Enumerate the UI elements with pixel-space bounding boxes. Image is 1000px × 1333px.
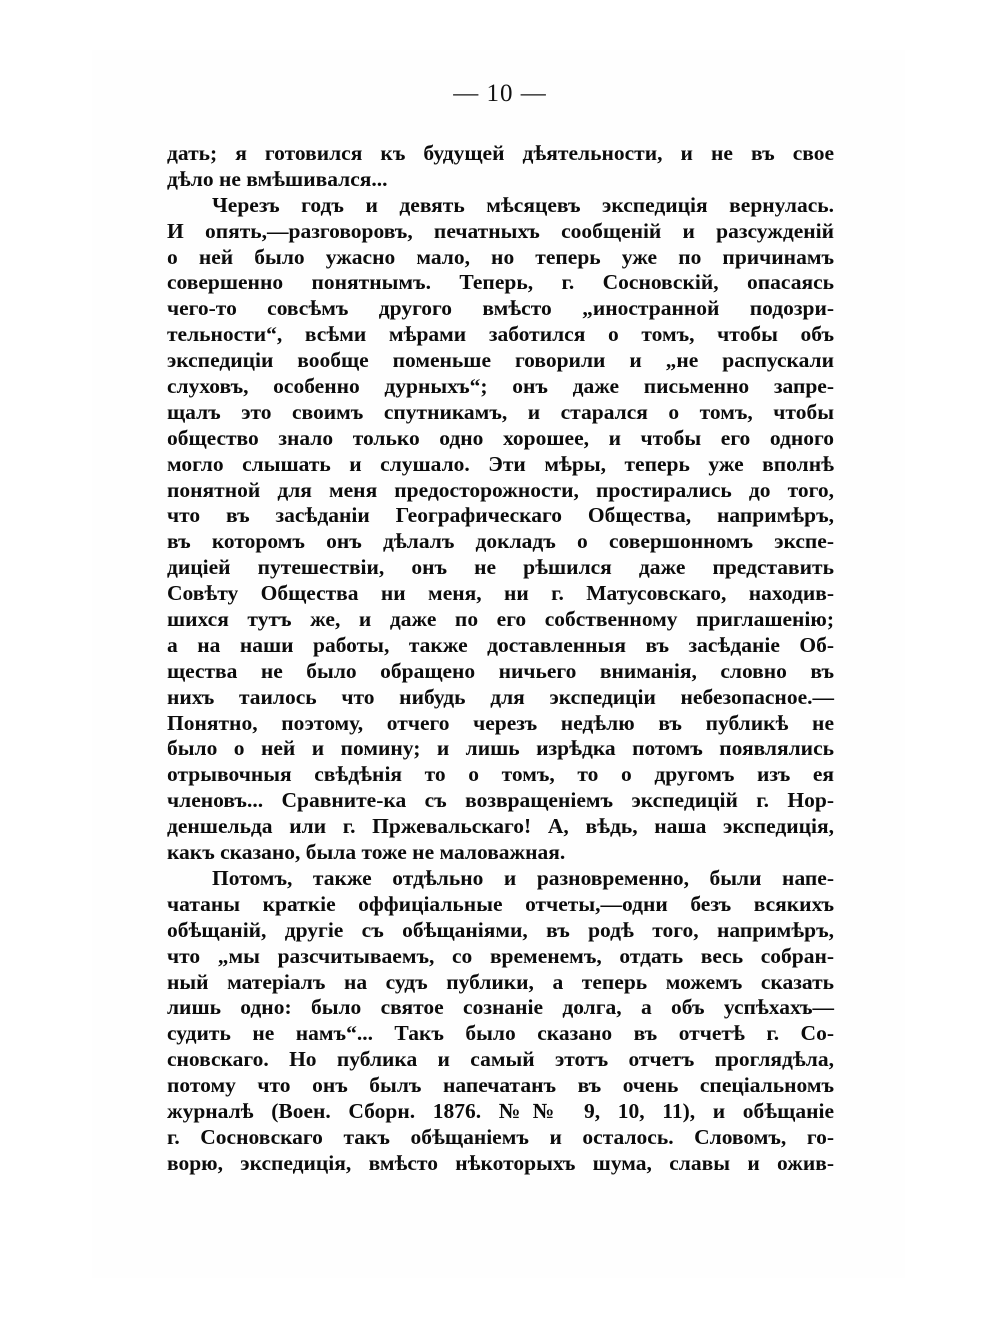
- text-line: отрывочныя свѣдѣнія то о томъ, то о другомъ изъ ея: [167, 762, 834, 787]
- text-line: г. Сосновскаго такъ обѣщаніемъ и осталось. Словомъ, го-: [167, 1124, 834, 1149]
- text-line: чатаны краткіе оффиціальные отчеты,—одни безъ всякихъ: [167, 891, 834, 916]
- text-line: дѣло не вмѣшивался...: [167, 166, 388, 191]
- text-line: Понятно, поэтому, отчего черезъ недѣлю въ публикѣ не: [167, 710, 834, 735]
- text-line: щества не было обращено ничьего вниманія, словно въ: [167, 658, 834, 683]
- text-line: въ которомъ онъ дѣлалъ докладъ о совершонномъ экспе-: [167, 529, 834, 554]
- text-line: что въ засѣданіи Географическаго Общества, напримѣръ,: [167, 503, 834, 528]
- text-line: Совѣту Общества ни меня, ни г. Матусовскаго, находив-: [167, 581, 834, 606]
- text-line: было о ней и помину; и лишь изрѣдка потомъ появлялись: [167, 736, 834, 761]
- text-line: потому что онъ былъ напечатанъ въ очень спеціальномъ: [167, 1073, 834, 1098]
- page-number: — 10 —: [453, 80, 547, 107]
- text-line: общество знало только одно хорошее, и чтобы его одного: [167, 425, 834, 450]
- text-line: совершенно понятнымъ. Теперь, г. Сосновскій, опасаясь: [167, 270, 834, 295]
- text-line: деншельда или г. Пржевальскаго! А, вѣдь, наша экспедиція,: [167, 814, 834, 839]
- text-line: дицiей путешествіи, онъ не рѣшился даже представить: [167, 555, 834, 580]
- body-text: [167, 141, 834, 1177]
- text-line: понятной для меня предосторожности, простирались до того,: [167, 477, 834, 502]
- text-line: дать; я готовился къ будущей дѣятельности, и не въ свое: [167, 141, 834, 165]
- text-line: Черезъ годъ и девять мѣсяцевъ экспедиція вернулась.: [212, 192, 834, 217]
- text-line: журналѣ (Воен. Сборн. 1876. №№ 9, 10, 11), и обѣщаніе: [167, 1098, 834, 1123]
- text-line: а на наши работы, также доставленныя въ засѣданіе Об-: [167, 632, 834, 657]
- text-line: нихъ таилось что нибудь для экспедиціи небезопасное.—: [167, 684, 834, 709]
- text-line: чего-то совсѣмъ другого вмѣсто „иностранной подозри-: [167, 296, 834, 321]
- text-line: шихся тутъ же, и даже по его собственному приглашенію;: [167, 607, 834, 632]
- text-line: тельности“, всѣми мѣрами заботился о томъ, чтобы объ: [167, 322, 834, 347]
- text-line: могло слышать и слушало. Эти мѣры, теперь уже вполнѣ: [167, 451, 834, 476]
- text-line: сновскаго. Но публика и самый этотъ отчетъ проглядѣла,: [167, 1047, 834, 1072]
- text-line: ворю, экспедиція, вмѣсто нѣкоторыхъ шума, славы и ожив-: [167, 1150, 834, 1175]
- text-line: лишь одно: было святое сознаніе долга, а объ успѣхахъ—: [167, 995, 834, 1020]
- text-line: И опять,—разговоровъ, печатныхъ сообщеній и разсужденій: [167, 218, 834, 243]
- text-line: обѣщаній, другіе съ обѣщаніями, въ родѣ того, напримѣръ,: [167, 917, 834, 942]
- text-line: судить не намъ“... Такъ было сказано въ отчетѣ г. Со-: [167, 1021, 834, 1046]
- text-line: слуховъ, особенно дурныхъ“; онъ даже письменно запре-: [167, 374, 834, 399]
- text-line: что „мы разсчитываемъ, со временемъ, отдать весь собран-: [167, 943, 834, 968]
- text-line: о ней было ужасно мало, но теперь уже по причинамъ: [167, 244, 834, 269]
- text-line: ный матеріалъ на судъ публики, а теперь можемъ сказать: [167, 969, 834, 994]
- text-line: щалъ это своимъ спутникамъ, и старался о томъ, чтобы: [167, 399, 834, 424]
- text-line: экспедиціи вообще поменьше говорили и „не распускали: [167, 348, 834, 373]
- text-line: Потомъ, также отдѣльно и разновременно, были напе-: [212, 865, 834, 890]
- text-line: членовъ... Сравните-ка съ возвращеніемъ экспедицій г. Нор-: [167, 788, 834, 813]
- text-line: какъ сказано, была тоже не маловажная.: [167, 840, 566, 865]
